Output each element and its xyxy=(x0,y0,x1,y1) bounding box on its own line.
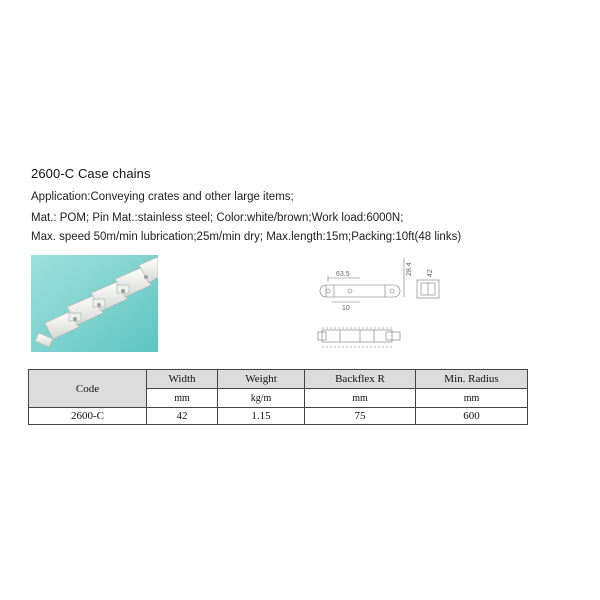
description-line-3: Max. speed 50m/min lubrication;25m/min dry; Max.length:15m;Packing:10ft(48 links) xyxy=(31,231,462,243)
unit-min-radius: mm xyxy=(416,389,528,408)
product-title: 2600-C Case chains xyxy=(31,166,151,181)
chain-photo-image xyxy=(31,255,158,352)
header-width: Width xyxy=(147,370,218,389)
dim-10-label: 10 xyxy=(342,305,350,312)
header-backflex: Backflex R xyxy=(305,370,416,389)
cell-min-radius: 600 xyxy=(416,408,528,425)
header-min-radius: Min. Radius xyxy=(416,370,528,389)
cell-width: 42 xyxy=(147,408,218,425)
cell-backflex: 75 xyxy=(305,408,416,425)
unit-weight: kg/m xyxy=(218,389,305,408)
unit-width: mm xyxy=(147,389,218,408)
table-row xyxy=(29,408,528,425)
dim-42-label: 42 xyxy=(427,269,434,277)
description-line-1: Application:Conveying crates and other large items; xyxy=(31,191,294,203)
technical-drawing xyxy=(300,252,450,357)
header-code: Code xyxy=(29,370,147,408)
dim-63-5-label: 63.5 xyxy=(336,271,350,278)
header-weight: Weight xyxy=(218,370,305,389)
dim-28-4-label: 28.4 xyxy=(406,262,413,276)
unit-backflex: mm xyxy=(305,389,416,408)
cell-weight: 1.15 xyxy=(218,408,305,425)
spec-table xyxy=(28,369,528,425)
table-header-row xyxy=(29,370,528,389)
product-photo xyxy=(31,255,158,352)
description-line-2: Mat.: POM; Pin Mat.:stainless steel; Color:white/brown;Work load:6000N; xyxy=(31,212,404,224)
cell-code: 2600-C xyxy=(29,408,147,425)
